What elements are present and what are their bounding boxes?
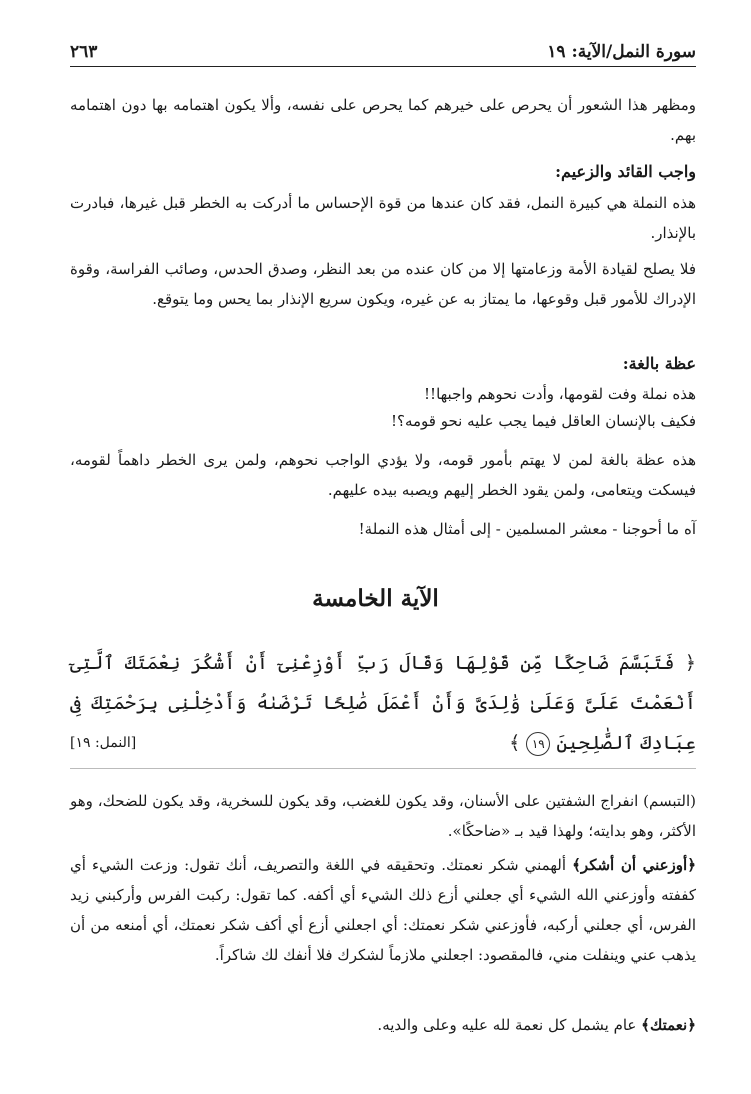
heading-leader-duty: واجب القائد والزعيم:: [555, 162, 696, 181]
quran-verse: [70, 643, 696, 763]
paragraph-3: فلا يصلح لقيادة الأمة وزعامتها إلا من كان عنده من بعد النظر، وصدق الحدس، وصائب الفراسة، وقوة الإدراك للأمور قبل وقوعها، ما يمتاز به عن غيره، ويكون سريع الإنذار بما يحس وما يتوقع.: [70, 260, 696, 308]
term-nimatak: ﴿نعمتك﴾: [641, 1016, 696, 1034]
paragraph-4: هذه نملة وفت لقومها، وأدت نحوهم واجبها!!: [424, 385, 696, 403]
paragraph-9: [70, 850, 696, 970]
verse-reference: [النمل: ١٩]: [70, 735, 137, 751]
paragraph-10-text: عام يشمل كل نعمة لله عليه وعلى والديه.: [377, 1016, 642, 1034]
paragraph-2: هذه النملة هي كبيرة النمل، فقد كان عندها من قوة الإحساس ما أدركت به الخطر قبل غيرها، فبادرت بالإنذار.: [70, 194, 696, 242]
verse-text: ﴿ فَتَبَسَّمَ ضَاحِكًا مِّن قَوْلِهَا وَقَالَ رَبِّ أَوْزِعْنِىٓ أَنْ أَشْكُرَ نِعْمَتَكَ ٱلَّتِىٓ أَنْعَمْتَ عَلَىَّ وَعَلَىٰ وَٰلِدَىَّ وَأَنْ أَعْمَلَ صَٰلِحًا تَرْضَىٰهُ وَأَدْخِلْنِى بِرَحْمَتِكَ فِى عِبَادِكَ ٱلصَّٰلِحِينَ: [70, 652, 696, 754]
section-title: الآية الخامسة: [312, 585, 439, 612]
verse-close-bracket: ﴾: [509, 732, 521, 754]
term-awzi-ni: ﴿أوزعني أن أشكر﴾: [572, 856, 697, 874]
paragraph-9-text: ألهمني شكر نعمتك. وتحقيقه في اللغة والتصريف، أنك تقول: وزعت الشيء أي كففته وأوزعني الله الشيء أي جعلني أزع ذلك الشيء أي أكفه. كما تقول: ركبت الفرس وأركبني زيد الفرس، أي جعلني أركبه، فأوزعني شكر نعمتك: أي اجعلني أزع أي أكف شكر نعمتك، أي أمنعه من أن يذهب عني وينفلت مني، فالمقصود: اجعلني ملازماً لشكرك فلا أنفك لك شاكراً.: [70, 856, 696, 964]
page-number: ٢٦٣: [70, 42, 98, 62]
page-header: [70, 36, 696, 67]
paragraph-8: (التبسم) انفراج الشفتين على الأسنان، وقد يكون للغضب، وقد يكون للسخرية، وقد يكون للضحك، وهو الأكثر، وهو بدايته؛ ولهذا قيد بـ «ضاحكًا».: [70, 792, 696, 840]
divider: [70, 768, 696, 769]
heading-lesson: عظة بالغة:: [622, 354, 696, 373]
paragraph-10: [70, 1010, 696, 1040]
paragraph-7: آه ما أحوجنا - معشر المسلمين - إلى أمثال هذه النملة!: [358, 520, 696, 538]
paragraph-1: ومظهر هذا الشعور أن يحرص على خيرهم كما يحرص على نفسه، وألا يكون اهتمامه بها دون اهتمامه بهم.: [70, 96, 696, 144]
verse-number: ١٩: [526, 732, 550, 756]
paragraph-6: هذه عظة بالغة لمن لا يهتم بأمور قومه، ولا يؤدي الواجب نحوهم، ولمن يرى الخطر داهماً لقومه، فيسكت ويتعامى، ولمن يقود الخطر إليهم ويصبه بيده عليهم.: [70, 451, 696, 499]
header-title: سورة النمل/الآية: ١٩: [547, 42, 696, 62]
paragraph-5: فكيف بالإنسان العاقل فيما يجب عليه نحو قومه؟!: [390, 412, 696, 430]
